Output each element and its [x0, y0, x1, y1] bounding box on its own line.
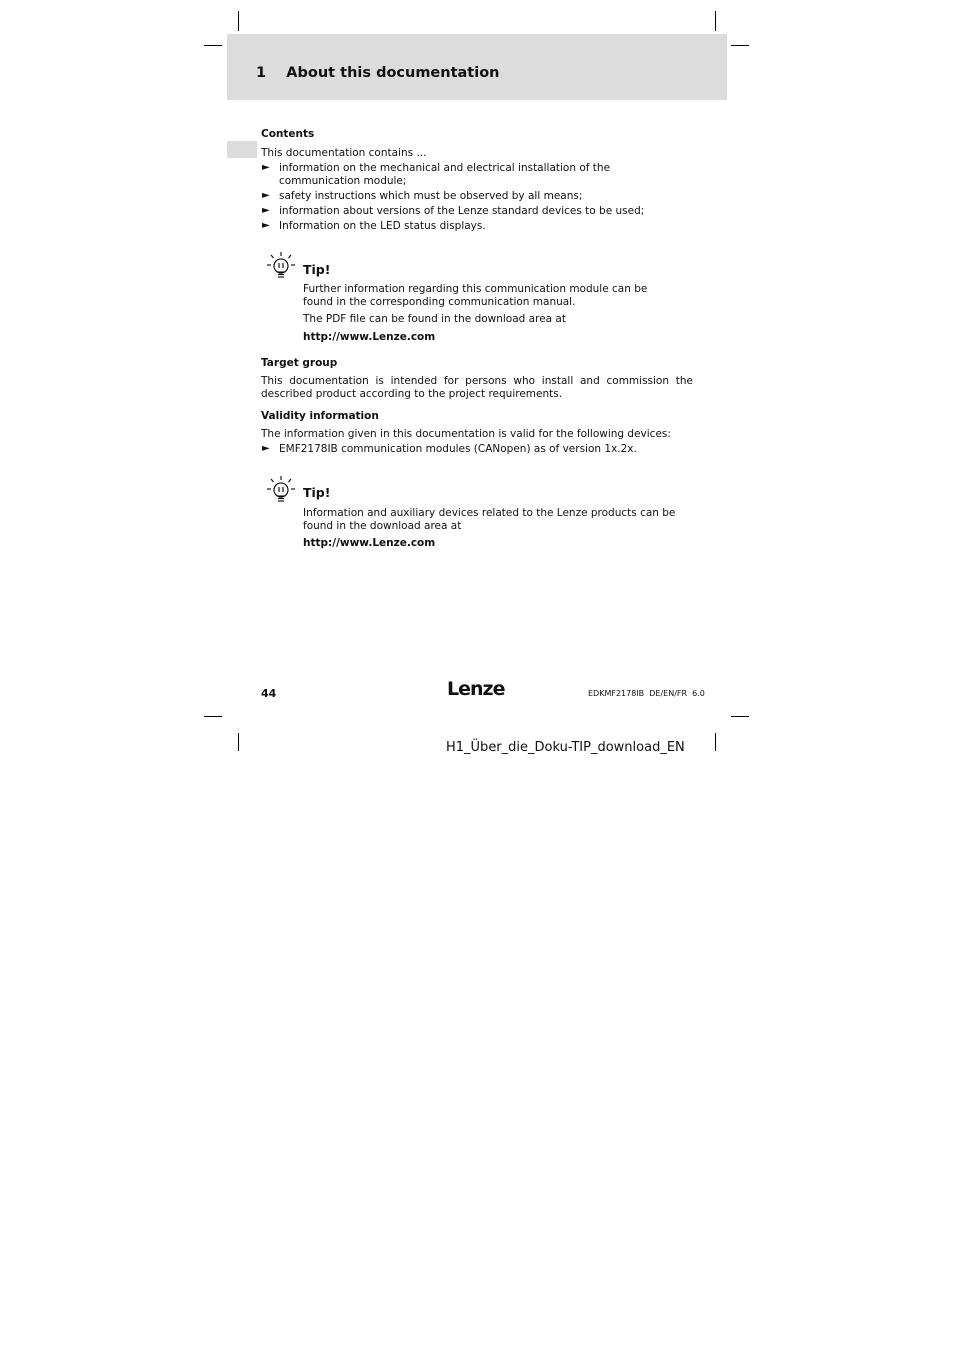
- tip-text: The PDF file can be found in the download area at: [303, 313, 566, 325]
- tip-label: Tip!: [303, 262, 331, 277]
- chapter-number: 1: [256, 65, 267, 81]
- chapter-title-text: About this documentation: [286, 65, 500, 81]
- target-group-heading: Target group: [261, 357, 338, 369]
- margin-tab: [227, 141, 257, 158]
- contents-heading: Contents: [261, 128, 315, 140]
- lenze-logo: Lenze: [447, 678, 505, 700]
- tip-url-link[interactable]: http://www.Lenze.com: [303, 331, 436, 343]
- contents-intro: This documentation contains ...: [261, 147, 427, 159]
- lightbulb-icon: [265, 475, 297, 505]
- target-group-text: This documentation is intended for persons who install and commission the described product according to the project requirements.: [261, 375, 693, 400]
- crop-mark: [238, 733, 239, 751]
- crop-mark: [731, 45, 749, 46]
- validity-heading: Validity information: [261, 410, 379, 422]
- crop-mark: [204, 716, 222, 717]
- tip-url-link[interactable]: http://www.Lenze.com: [303, 537, 436, 549]
- contents-bullet: Information on the LED status displays.: [279, 220, 486, 232]
- chapter-title: [256, 65, 500, 81]
- bullet-icon: ►: [262, 443, 270, 454]
- crop-mark: [715, 733, 716, 751]
- bullet-icon: ►: [262, 190, 270, 201]
- lightbulb-icon: [265, 251, 297, 281]
- tip-text: Further information regarding this communication module can be found in the corresponding communication manual.: [303, 283, 648, 308]
- bullet-icon: ►: [262, 220, 270, 231]
- document-reference: EDKMF2178IB DE/EN/FR 6.0: [588, 689, 705, 698]
- tip-text: Information and auxiliary devices related to the Lenze products can be found in the download area at: [303, 507, 676, 532]
- page-number: 44: [261, 687, 277, 700]
- tip-label: Tip!: [303, 485, 331, 500]
- validity-bullet: EMF2178IB communication modules (CANopen) as of version 1x.2x.: [279, 443, 637, 455]
- bullet-icon: ►: [262, 162, 270, 173]
- crop-mark: [238, 11, 239, 31]
- crop-mark: [204, 45, 222, 46]
- contents-bullet: safety instructions which must be observed by all means;: [279, 190, 583, 202]
- bullet-icon: ►: [262, 205, 270, 216]
- crop-mark: [731, 716, 749, 717]
- contents-bullet: information about versions of the Lenze standard devices to be used;: [279, 205, 645, 217]
- contents-bullet: information on the mechanical and electrical installation of the communication module;: [279, 162, 611, 187]
- file-label: H1_Über_die_Doku-TIP_download_EN: [446, 740, 685, 755]
- crop-mark: [715, 11, 716, 31]
- validity-text: The information given in this documentation is valid for the following devices:: [261, 428, 671, 440]
